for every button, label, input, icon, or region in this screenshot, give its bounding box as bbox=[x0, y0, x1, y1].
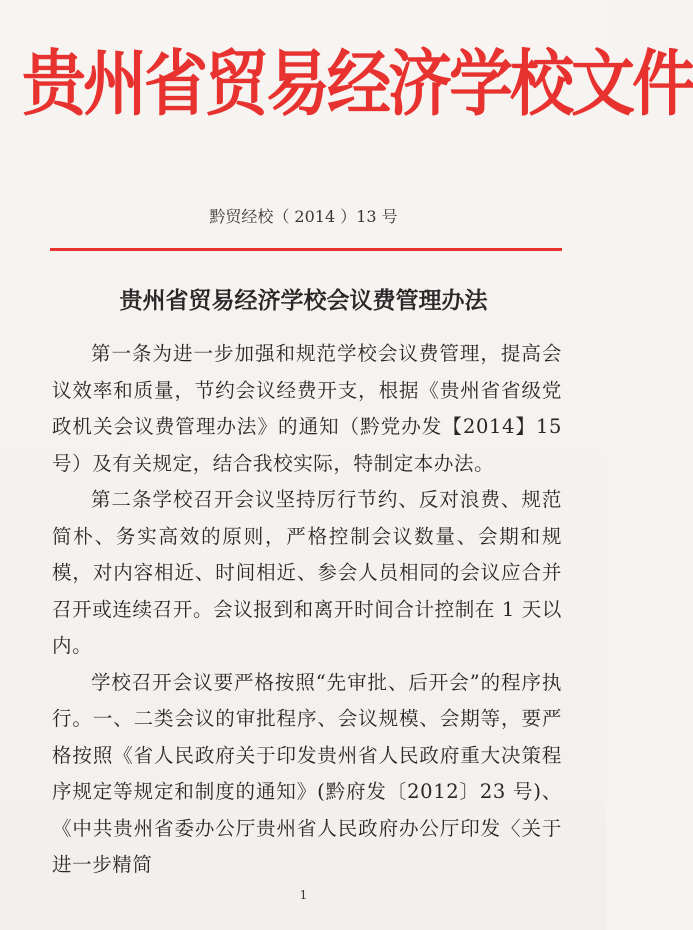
body-paragraph: 学校召开会议要严格按照“先审批、后开会”的程序执行。一、二类会议的审批程序、会议规模、会期等，要严格按照《省人民政府关于印发贵州省人民政府重大决策程序规定等规定和制度的通知》(黔府发〔2012〕23 号)、《中共贵州省委办公厅贵州省人民政府办公厅印发〈关于进一步精简 bbox=[52, 670, 562, 876]
document-number: 黔贸经校（ 2014 ）13 号 bbox=[209, 207, 398, 226]
body-paragraph: 第二条学校召开会议坚持厉行节约、反对浪费、规范简朴、务实高效的原则，严格控制会议数量、会期和规模，对内容相近、时间相近、参会人员相同的会议应合并召开或连续召开。会议报到和离开时间合计控制在 1 天以内。 bbox=[52, 488, 562, 657]
page-number: 1 bbox=[299, 888, 308, 902]
org-header-title: 贵州省贸易经济学校文件 bbox=[22, 43, 693, 127]
document-title: 贵州省贸易经济学校会议费管理办法 bbox=[119, 288, 488, 314]
document-body bbox=[52, 336, 562, 884]
body-paragraph: 第一条为进一步加强和规范学校会议费管理，提高会议效率和质量，节约会议经费开支，根据《贵州省省级党政机关会议费管理办法》的通知（黔党办发【2014】15 号）及有关规定，结合我校实际，特制定本办法。 bbox=[52, 342, 562, 475]
red-divider-line bbox=[50, 248, 562, 251]
